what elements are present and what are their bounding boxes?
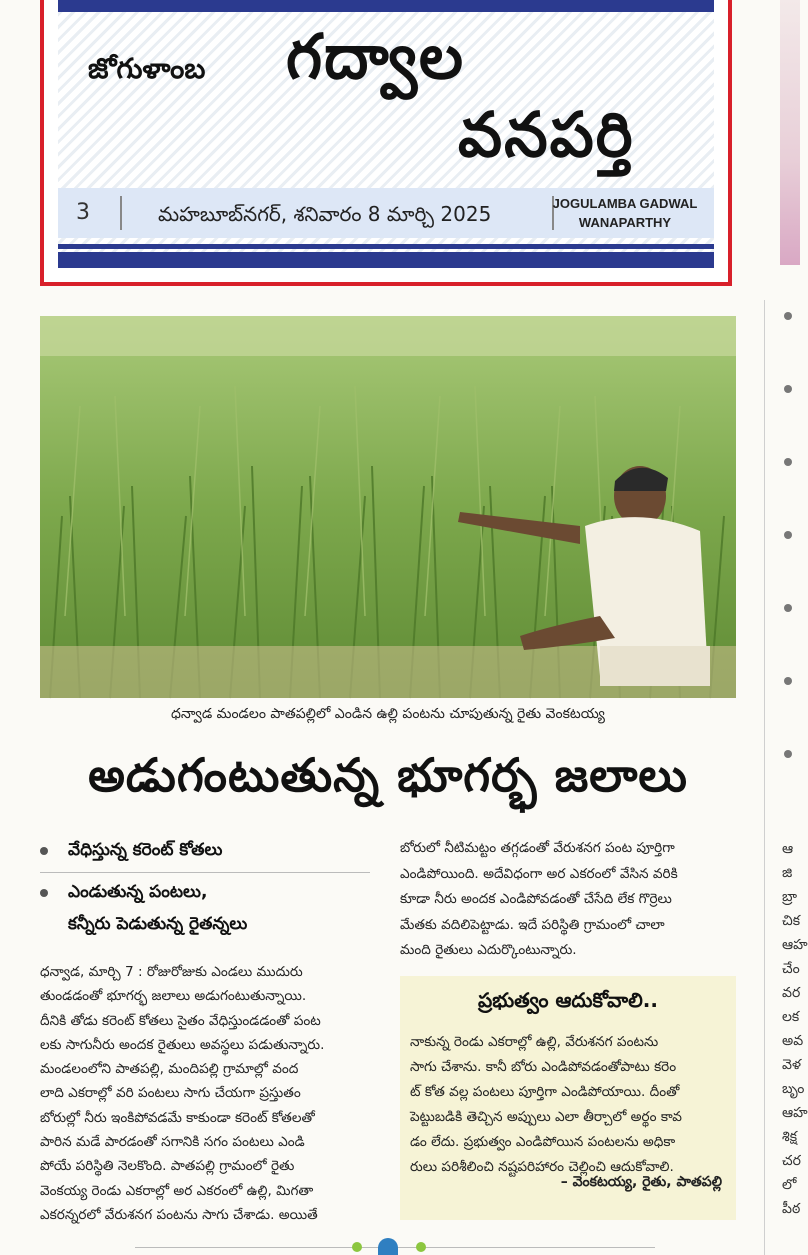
sub-bullet-text: ఎండుతున్న పంటలు, bbox=[68, 882, 208, 902]
quote-line: పెట్టుబడికి తెచ్చిన అప్పులు ఎలా తీర్చాలో అర్థం కావ bbox=[410, 1109, 682, 1125]
masthead bbox=[40, 0, 732, 286]
sub-bullet-text-line2: కన్నీరు పెడుతున్న రైతన్నలు bbox=[68, 914, 248, 934]
article-body-left bbox=[40, 960, 384, 1227]
body-line: పోయే పరిస్థితి నెలకొంది. పాతపల్లి గ్రామంలో రైతు bbox=[40, 1158, 295, 1175]
divider bbox=[40, 872, 370, 873]
masthead-panel bbox=[58, 0, 714, 268]
side-text: పీఠ bbox=[782, 1201, 801, 1217]
side-text: చిక bbox=[782, 913, 801, 929]
bullet-icon bbox=[784, 604, 792, 612]
footer-dot-icon bbox=[352, 1242, 362, 1252]
quote-line: రులు పరిశీలించి నష్టపరిహారం చెల్లించి ఆదుకోవాలి. bbox=[410, 1159, 674, 1175]
body-line: మేతకు వదిలిపెట్టాడు. ఇదే పరిస్థితి గ్రామంలో చాలా bbox=[400, 916, 665, 933]
district-name-large-line1: గద్వాల bbox=[286, 20, 465, 93]
quote-title: ప్రభుత్వం ఆదుకోవాలి.. bbox=[478, 988, 658, 1012]
edition-line2: WANAPARTHY bbox=[578, 215, 672, 230]
quote-body bbox=[410, 1030, 728, 1180]
body-line: బోరుల్లో నీరు ఇంకిపోవడమే కాకుండా కరెంట్ కోతలతో bbox=[40, 1109, 315, 1126]
body-line: వెంకయ్య రెండు ఎకరాల్లో అర ఎకరంలో ఉల్లి, మిగతా bbox=[40, 1182, 314, 1199]
side-text: ఆ bbox=[782, 841, 794, 857]
bullet-icon bbox=[784, 385, 792, 393]
side-text: వర bbox=[782, 985, 801, 1001]
body-line: పారిన మడే పారడంతో సగానికి సగం పంటలు ఎండి bbox=[40, 1134, 305, 1151]
body-line: దీనికి తోడు కరెంట్ కోతలు సైతం వేధిస్తుండడంతో పంట bbox=[40, 1012, 321, 1029]
masthead-infobar bbox=[58, 188, 714, 238]
side-text: చర bbox=[782, 1153, 801, 1169]
publisher-logo-icon bbox=[378, 1238, 398, 1255]
quote-signature: – వెంకటయ్య, రైతు, పాతపల్లి bbox=[560, 1174, 722, 1190]
side-text: జి bbox=[782, 865, 793, 881]
body-line: మంది రైతులు ఎదుర్కొంటున్నారు. bbox=[400, 942, 577, 958]
quote-box bbox=[400, 976, 736, 1220]
quote-line: డం లేదు. ప్రభుత్వం ఎండిపోయిన పంటలను అధికా bbox=[410, 1134, 676, 1150]
side-text: లో bbox=[782, 1177, 797, 1193]
body-line: ఎండిపోయింది. అదేవిధంగా అర ఎకరంలో వేసిన వరికి bbox=[400, 865, 678, 882]
body-line: కూడా నీరు అందక ఎండిపోవడంతో చేసేది లేక గొర్రెలు bbox=[400, 891, 672, 907]
quote-line: ట్ కోత వల్ల పంటలు పూర్తిగా ఎండిపోయాయి. దీంతో bbox=[410, 1084, 680, 1100]
bullet-icon bbox=[40, 889, 48, 897]
body-line: తుండడంతో భూగర్భ జలాలు అడుగంటుతున్నాయి. bbox=[40, 988, 307, 1005]
body-line: మండలంలోని పాతపల్లి, మందిపల్లి గ్రామాల్లో వంద bbox=[40, 1061, 299, 1078]
edition-line1: JOGULAMBA GADWAL bbox=[552, 196, 698, 211]
side-text: అవ bbox=[782, 1033, 804, 1049]
bullet-icon bbox=[40, 847, 48, 855]
district-name-large-line2: వనపర్తి bbox=[458, 98, 635, 171]
body-line: బోరులో నీటిమట్టం తగ్గడంతో వేరుశనగ పంట పూర్తిగా bbox=[400, 840, 675, 856]
news-photo bbox=[40, 316, 736, 698]
side-text: చేం bbox=[782, 961, 800, 977]
side-text: ఆహ bbox=[782, 937, 808, 953]
side-text: లక bbox=[782, 1009, 800, 1025]
edition-label bbox=[550, 194, 700, 232]
side-text: బృం bbox=[782, 1081, 805, 1097]
column-rule bbox=[764, 300, 765, 1255]
body-line: ధన్వాడ, మార్చి 7 : రోజురోజుకు ఎండలు ముదురు bbox=[40, 964, 303, 980]
headline: అడుగంటుతున్న భూగర్భ జలాలు bbox=[88, 748, 688, 802]
body-line: ఎకరన్నరలో వేరుశనగ పంటను సాగు చేశాడు. అయితే bbox=[40, 1206, 318, 1223]
adjacent-photo bbox=[780, 0, 800, 265]
bullet-icon bbox=[784, 531, 792, 539]
bullet-icon bbox=[784, 750, 792, 758]
adjacent-page-strip bbox=[760, 0, 808, 1255]
footer-dot-icon bbox=[416, 1242, 426, 1252]
sub-bullet-text: వేధిస్తున్న కరెంట్ కోతలు bbox=[68, 840, 223, 860]
bullet-icon bbox=[784, 677, 792, 685]
side-text: బ్రా bbox=[782, 889, 798, 905]
side-text: ఆహ bbox=[782, 1105, 808, 1121]
masthead-bottom-stripe bbox=[58, 252, 714, 268]
divider bbox=[120, 196, 122, 230]
side-text: వెళ bbox=[782, 1057, 801, 1073]
district-name-small: జోగుళాంబ bbox=[88, 52, 206, 85]
masthead-top-stripe bbox=[58, 0, 714, 12]
bullet-icon bbox=[784, 458, 792, 466]
photo-caption: ధన్వాడ మండలం పాతపల్లిలో ఎండిన ఉల్లి పంటను చూపుతున్న రైతు వెంకటయ్య bbox=[171, 706, 605, 722]
body-line: లకు సాగునీరు అందక రైతులు అవస్థలు పడుతున్నారు. bbox=[40, 1036, 325, 1053]
body-line: లాది ఎకరాల్లో వరి పంటలు సాగు చేయగా ప్రస్తుతం bbox=[40, 1085, 301, 1102]
quote-line: నాకున్న రెండు ఎకరాల్లో ఉల్లి, వేరుశనగ పంటను bbox=[410, 1034, 659, 1050]
page-number: 3 bbox=[76, 200, 90, 225]
quote-line: సాగు చేశాను. కానీ బోరు ఎండిపోవడంతోపాటు కరెం bbox=[410, 1059, 677, 1075]
article-body-right bbox=[400, 836, 736, 964]
bullet-icon bbox=[784, 312, 792, 320]
dateline: మహబూబ్‌నగర్, శనివారం 8 మార్చి 2025 bbox=[158, 202, 492, 226]
side-text: శిక్ష bbox=[782, 1129, 798, 1145]
